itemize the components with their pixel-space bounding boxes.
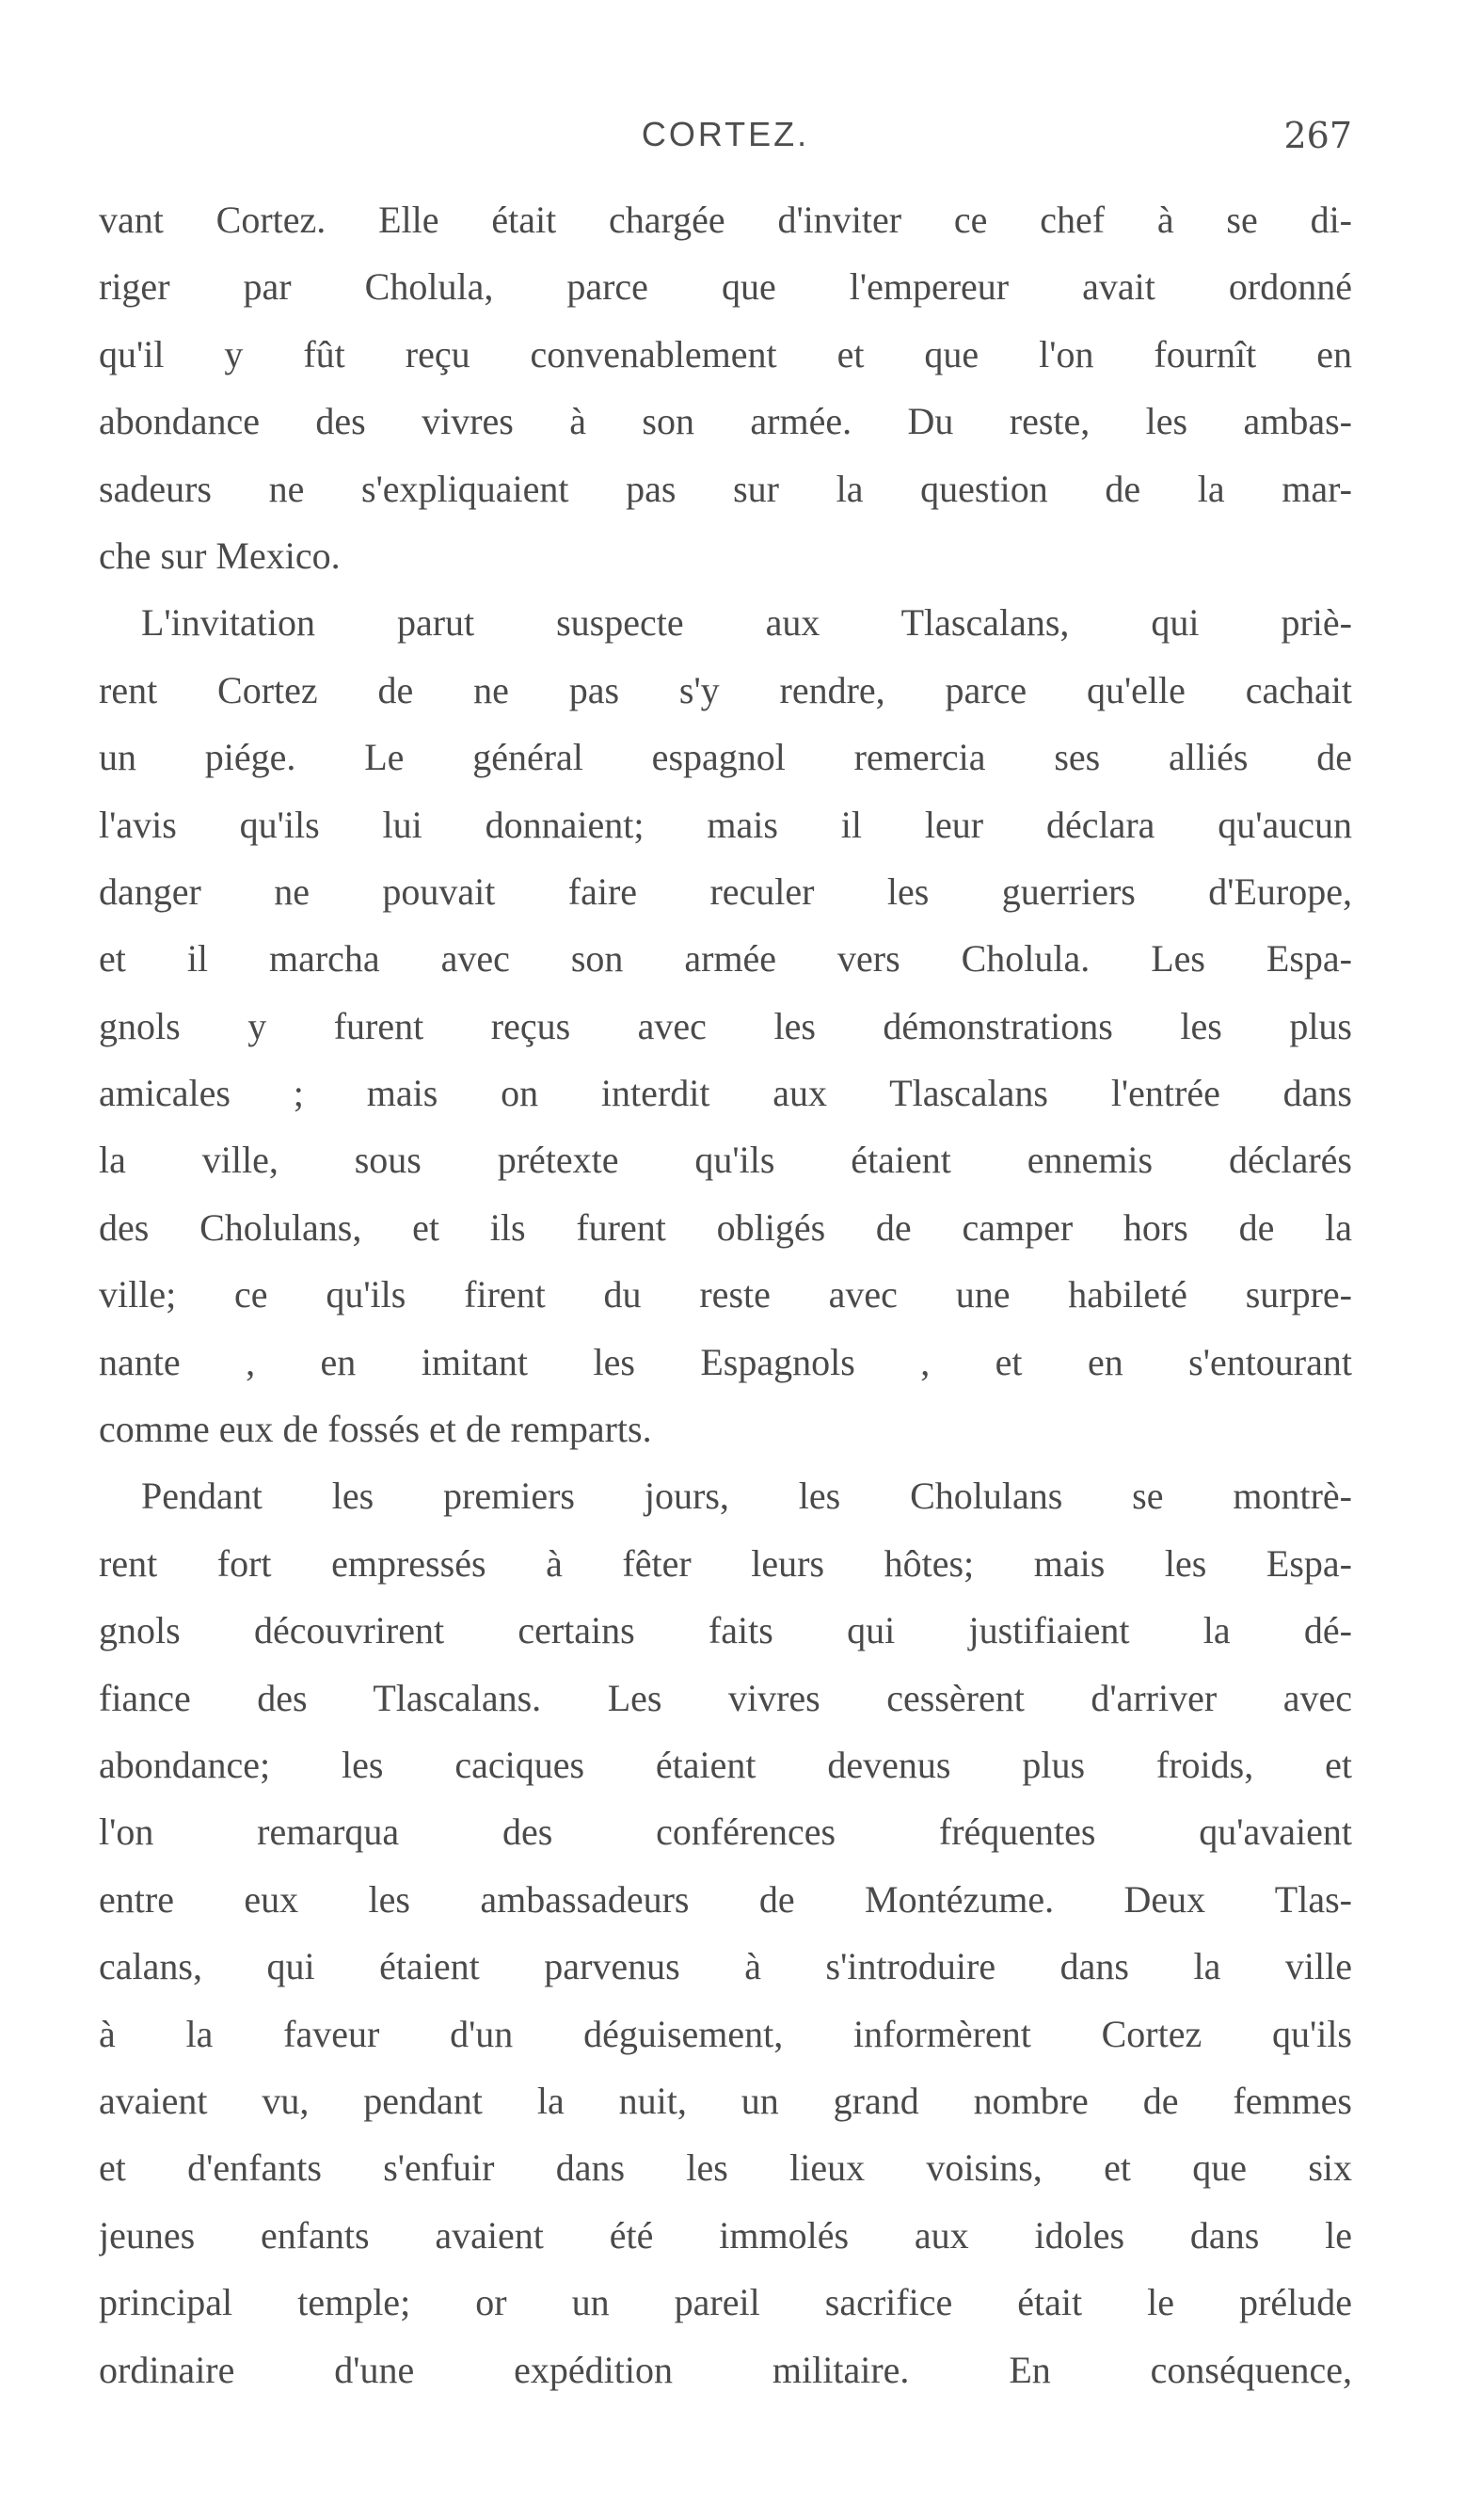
text-line: abondance; les caciques étaient devenus plus froids, et xyxy=(99,1743,1352,1786)
text-line: abondance des vivres à son armée. Du reste, les ambas- xyxy=(99,400,1352,443)
text-line: nante , en imitant les Espagnols , et en s'entourant xyxy=(99,1340,1352,1383)
text-line: avaient vu, pendant la nuit, un grand nombre de femmes xyxy=(99,2079,1352,2122)
text-line: riger par Cholula, parce que l'empereur avait ordonné xyxy=(99,265,1352,309)
text-line: principal temple; or un pareil sacrifice était le prélude xyxy=(99,2281,1352,2324)
text-line: et il marcha avec son armée vers Cholula. Les Espa- xyxy=(99,937,1352,981)
text-line: gnols découvrirent certains faits qui justifiaient la dé- xyxy=(99,1609,1352,1652)
text-line: vant Cortez. Elle était chargée d'inviter ce chef à se di- xyxy=(99,199,1352,241)
text-line: des Cholulans, et ils furent obligés de camper hors de la xyxy=(99,1205,1352,1249)
text-line: rent fort empressés à fêter leurs hôtes; mais les Espa- xyxy=(99,1541,1352,1585)
text-line: amicales ; mais on interdit aux Tlascalans l'entrée dans xyxy=(99,1072,1352,1115)
page-number: 267 xyxy=(1283,115,1352,156)
text-line: jeunes enfants avaient été immolés aux idoles dans le xyxy=(99,2213,1352,2257)
text-line: ordinaire d'une expédition militaire. En conséquence, xyxy=(99,2348,1352,2391)
text-line: la ville, sous prétexte qu'ils étaient ennemis déclarés xyxy=(99,1139,1352,1182)
text-line: ville; ce qu'ils firent du reste avec une habileté surpre- xyxy=(99,1273,1352,1316)
text-line: et d'enfants s'enfuir dans les lieux voisins, et que six xyxy=(99,2146,1352,2190)
text-line: comme eux de fossés et de remparts. xyxy=(99,1408,652,1451)
text-line: un piége. Le général espagnol remercia ses alliés de xyxy=(99,736,1352,779)
text-line: qu'il y fût reçu convenablement et que l'on fournît en xyxy=(99,332,1352,375)
text-line: l'on remarqua des conférences fréquentes qu'avaient xyxy=(99,1810,1352,1854)
text-line: danger ne pouvait faire reculer les guerriers d'Europe, xyxy=(99,869,1352,913)
body-text xyxy=(99,186,1352,2403)
text-line: calans, qui étaient parvenus à s'introduire dans la ville xyxy=(99,1945,1352,1988)
text-line: sadeurs ne s'expliquaient pas sur la question de la mar- xyxy=(99,467,1352,510)
chapter-title: CORTEZ. xyxy=(641,115,810,153)
text-line: L'invitation parut suspecte aux Tlascalans, qui priè- xyxy=(141,601,1352,645)
text-line: Pendant les premiers jours, les Cholulans se montrè- xyxy=(141,1475,1352,1518)
text-line: che sur Mexico. xyxy=(99,534,341,577)
text-line: l'avis qu'ils lui donnaient; mais il leur déclara qu'aucun xyxy=(99,803,1352,846)
text-line: rent Cortez de ne pas s'y rendre, parce qu'elle cachait xyxy=(99,668,1352,711)
text-line: à la faveur d'un déguisement, informèrent Cortez qu'ils xyxy=(99,2012,1352,2055)
text-line: fiance des Tlascalans. Les vivres cessèrent d'arriver avec xyxy=(99,1676,1352,1719)
text-line: entre eux les ambassadeurs de Montézume. Deux Tlas- xyxy=(99,1877,1352,1921)
text-line: gnols y furent reçus avec les démonstrations les plus xyxy=(99,1004,1352,1047)
running-head xyxy=(99,115,1352,162)
